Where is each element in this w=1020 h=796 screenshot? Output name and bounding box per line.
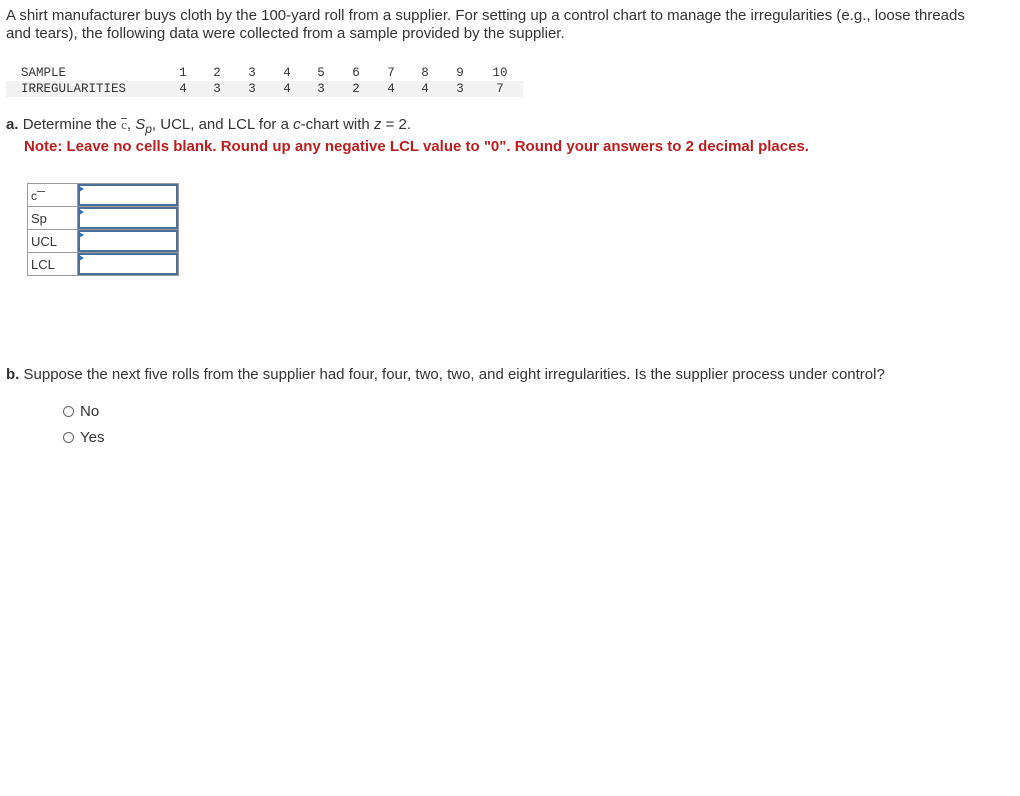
radio-option-yes[interactable] <box>63 429 104 446</box>
irregularities-cell: 3 <box>456 82 464 96</box>
sp-symbol <box>135 116 152 136</box>
irregularities-cell: 2 <box>352 82 360 96</box>
sample-row <box>6 65 523 81</box>
irregularities-row-label: IRREGULARITIES <box>21 82 127 96</box>
c-italic: c <box>293 116 301 133</box>
radio-option-no[interactable] <box>63 403 99 420</box>
cell-marker-icon <box>79 186 84 192</box>
answer-row-sp <box>28 207 179 230</box>
irregularities-cell: 3 <box>213 82 221 96</box>
part-a-text-before: Determine the <box>22 116 117 133</box>
sample-cell: 9 <box>456 66 464 80</box>
sample-cell: 3 <box>248 66 256 80</box>
problem-intro: A shirt manufacturer buys cloth by the 100-yard roll from a supplier. For setting up a control chart to manage the irregularities (e.g., loose threads and tears), the following data were collected from a sample provided by the supplier. <box>6 7 965 42</box>
data-table <box>6 65 523 97</box>
cbar-input[interactable] <box>78 184 178 206</box>
answer-cell-cbar <box>78 184 179 207</box>
part-a-text-middle: , UCL, and LCL for a <box>151 116 289 133</box>
part-a-question <box>6 116 411 138</box>
radio-label-no: No <box>80 403 100 420</box>
answer-label-cbar <box>28 184 78 207</box>
answer-row-lcl <box>28 253 179 276</box>
irregularities-cell: 7 <box>496 82 504 96</box>
answer-cell-lcl <box>78 253 179 276</box>
sample-cell: 4 <box>283 66 291 80</box>
irregularities-cell: 4 <box>179 82 187 96</box>
part-b-prefix: b. <box>6 366 20 383</box>
irregularities-cell: 4 <box>421 82 429 96</box>
sample-cell: 1 <box>179 66 187 80</box>
sp-input[interactable] <box>78 207 178 229</box>
irregularities-cell: 4 <box>387 82 395 96</box>
answer-label-ucl: UCL <box>28 230 78 253</box>
sp-symbol-base: S <box>135 116 146 133</box>
sample-cell: 6 <box>352 66 360 80</box>
part-a-text-chart: -chart with <box>300 116 370 133</box>
sample-row-label: SAMPLE <box>21 66 67 80</box>
irregularities-cell: 3 <box>248 82 256 96</box>
answer-label-sp: Sp <box>28 207 78 230</box>
radio-button-yes[interactable] <box>63 432 74 443</box>
sample-cell: 5 <box>317 66 325 80</box>
irregularities-cell: 4 <box>283 82 291 96</box>
ucl-input[interactable] <box>78 230 178 252</box>
answer-cell-sp <box>78 207 179 230</box>
cell-marker-icon <box>79 255 84 261</box>
answer-row-cbar <box>28 184 179 207</box>
sample-cell: 7 <box>387 66 395 80</box>
answer-row-ucl <box>28 230 179 253</box>
sp-symbol-subscript: p <box>145 122 152 136</box>
cell-marker-icon <box>79 232 84 238</box>
part-a-text-end: = 2. <box>385 116 412 133</box>
part-b-text: Suppose the next five rolls from the supplier had four, four, two, two, and eight irregularities. Is the supplier process under control? <box>23 366 885 383</box>
c-bar-symbol: c <box>121 117 127 132</box>
sample-cell: 10 <box>492 66 508 80</box>
part-b-question <box>6 366 885 384</box>
answer-label-lcl: LCL <box>28 253 78 276</box>
answer-label-cbar-text: c <box>31 188 37 203</box>
radio-button-no[interactable] <box>63 406 74 417</box>
z-italic: z <box>373 116 382 133</box>
irregularities-row <box>6 81 523 97</box>
radio-label-yes: Yes <box>80 429 105 446</box>
sample-cell: 2 <box>213 66 221 80</box>
sample-cell: 8 <box>421 66 429 80</box>
irregularities-cell: 3 <box>317 82 325 96</box>
cell-marker-icon <box>79 209 84 215</box>
part-a-comma: , <box>126 116 132 133</box>
answer-table <box>27 183 179 276</box>
answer-cell-ucl <box>78 230 179 253</box>
part-a-prefix: a. <box>6 116 19 133</box>
part-a-note: Note: Leave no cells blank. Round up any negative LCL value to "0". Round your answers to 2 decimal places. <box>24 138 809 155</box>
lcl-input[interactable] <box>78 253 178 275</box>
